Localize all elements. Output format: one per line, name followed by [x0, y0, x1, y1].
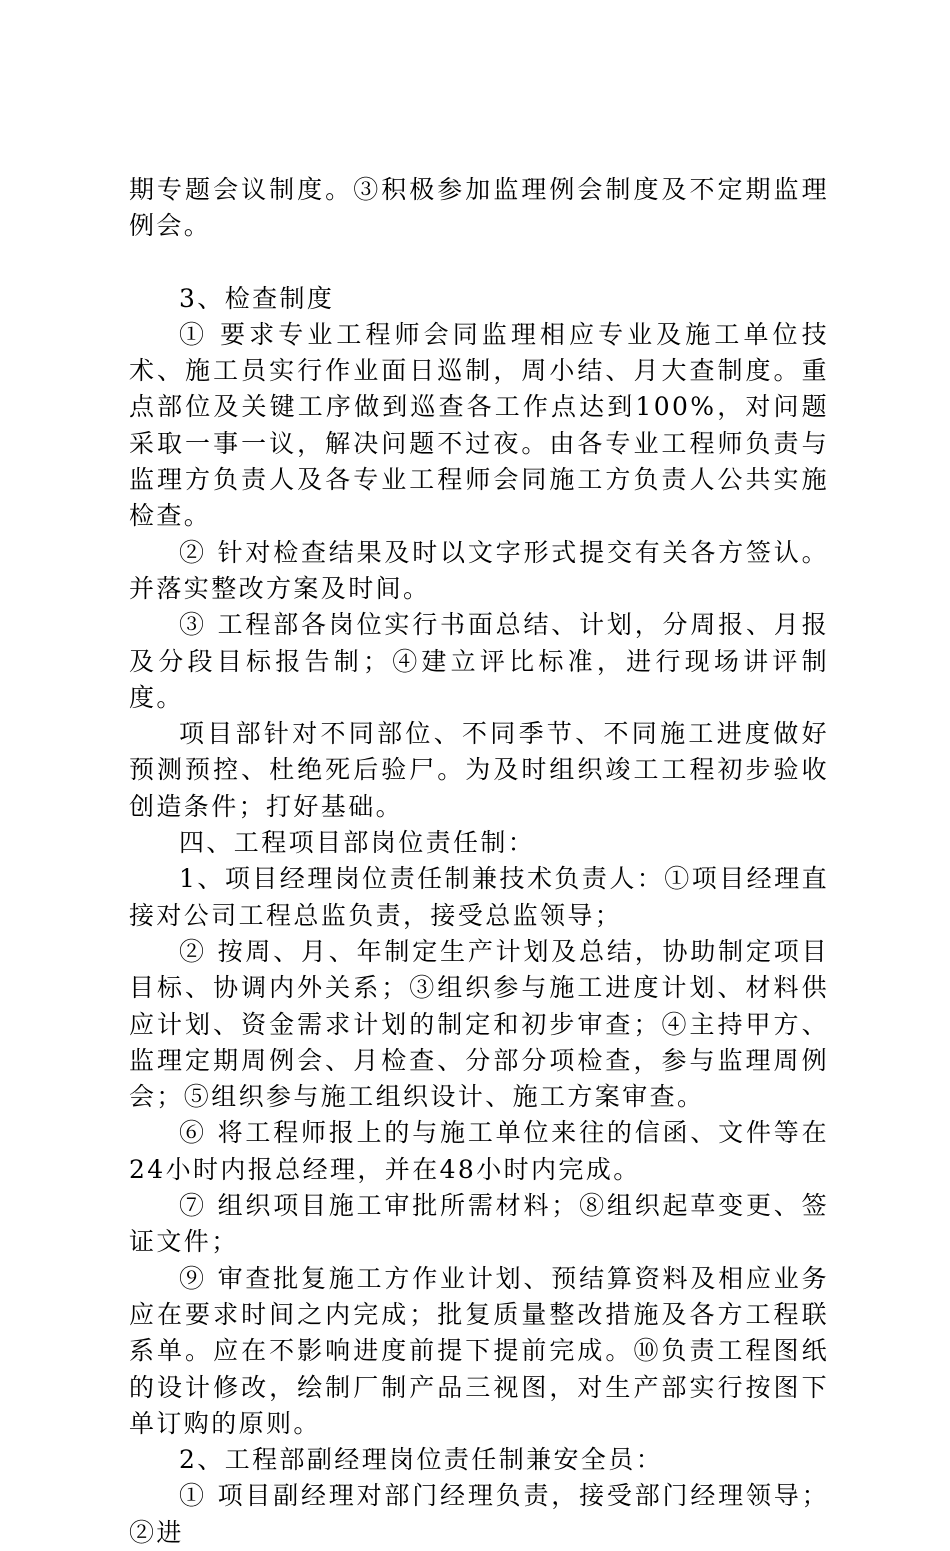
section-heading: 3、检查制度: [179, 283, 335, 313]
paragraph: 1、项目经理岗位责任制兼技术负责人：①项目经理直接对公司工程总监负责，接受总监领导；: [129, 864, 829, 930]
paragraph: ⑦ 组织项目施工审批所需材料；⑧组织起草变更、签证文件；: [129, 1191, 829, 1257]
section-heading: 四、工程项目部岗位责任制：: [179, 828, 536, 858]
document-body: [129, 172, 829, 1551]
paragraph: 项目部针对不同部位、不同季节、不同施工进度做好预测预控、杜绝死后验尸。为及时组织竣工工程初步验收创造条件；打好基础。: [129, 719, 829, 821]
paragraph-gap: [129, 245, 829, 281]
paragraph: 期专题会议制度。③积极参加监理例会制度及不定期监理例会。: [129, 175, 829, 241]
paragraph: ① 要求专业工程师会同监理相应专业及施工单位技术、施工员实行作业面日巡制，周小结、月大查制度。重点部位及关键工序做到巡查各工作点达到100%，对问题采取一事一议，解决问题不过夜。由各专业工程师负责与监理方负责人及各专业工程师会同施工方负责人公共实施检查。: [129, 319, 829, 531]
paragraph: ② 针对检查结果及时以文字形式提交有关各方签认。并落实整改方案及时间。: [129, 537, 829, 603]
paragraph: ③ 工程部各岗位实行书面总结、计划，分周报、月报及分段目标报告制；④建立评比标准，进行现场讲评制度。: [129, 610, 829, 712]
section-heading: 2、工程部副经理岗位责任制兼安全员：: [179, 1445, 664, 1475]
paragraph: ⑨ 审查批复施工方作业计划、预结算资料及相应业务应在要求时间之内完成；批复质量整改措施及各方工程联系单。应在不影响进度前提下提前完成。⑩负责工程图纸的设计修改，绘制厂制产品三视图，对生产部实行按图下单订购的原则。: [129, 1263, 829, 1438]
paragraph: ⑥ 将工程师报上的与施工单位来往的信函、文件等在24小时内报总经理，并在48小时内完成。: [129, 1118, 829, 1184]
paragraph: ① 项目副经理对部门经理负责，接受部门经理领导；②进: [129, 1481, 829, 1547]
paragraph: ② 按周、月、年制定生产计划及总结，协助制定项目目标、协调内外关系；③组织参与施工进度计划、材料供应计划、资金需求计划的制定和初步审查；④主持甲方、监理定期周例会、月检查、分部分项检查，参与监理周例会；⑤组织参与施工组织设计、施工方案审查。: [129, 936, 829, 1112]
